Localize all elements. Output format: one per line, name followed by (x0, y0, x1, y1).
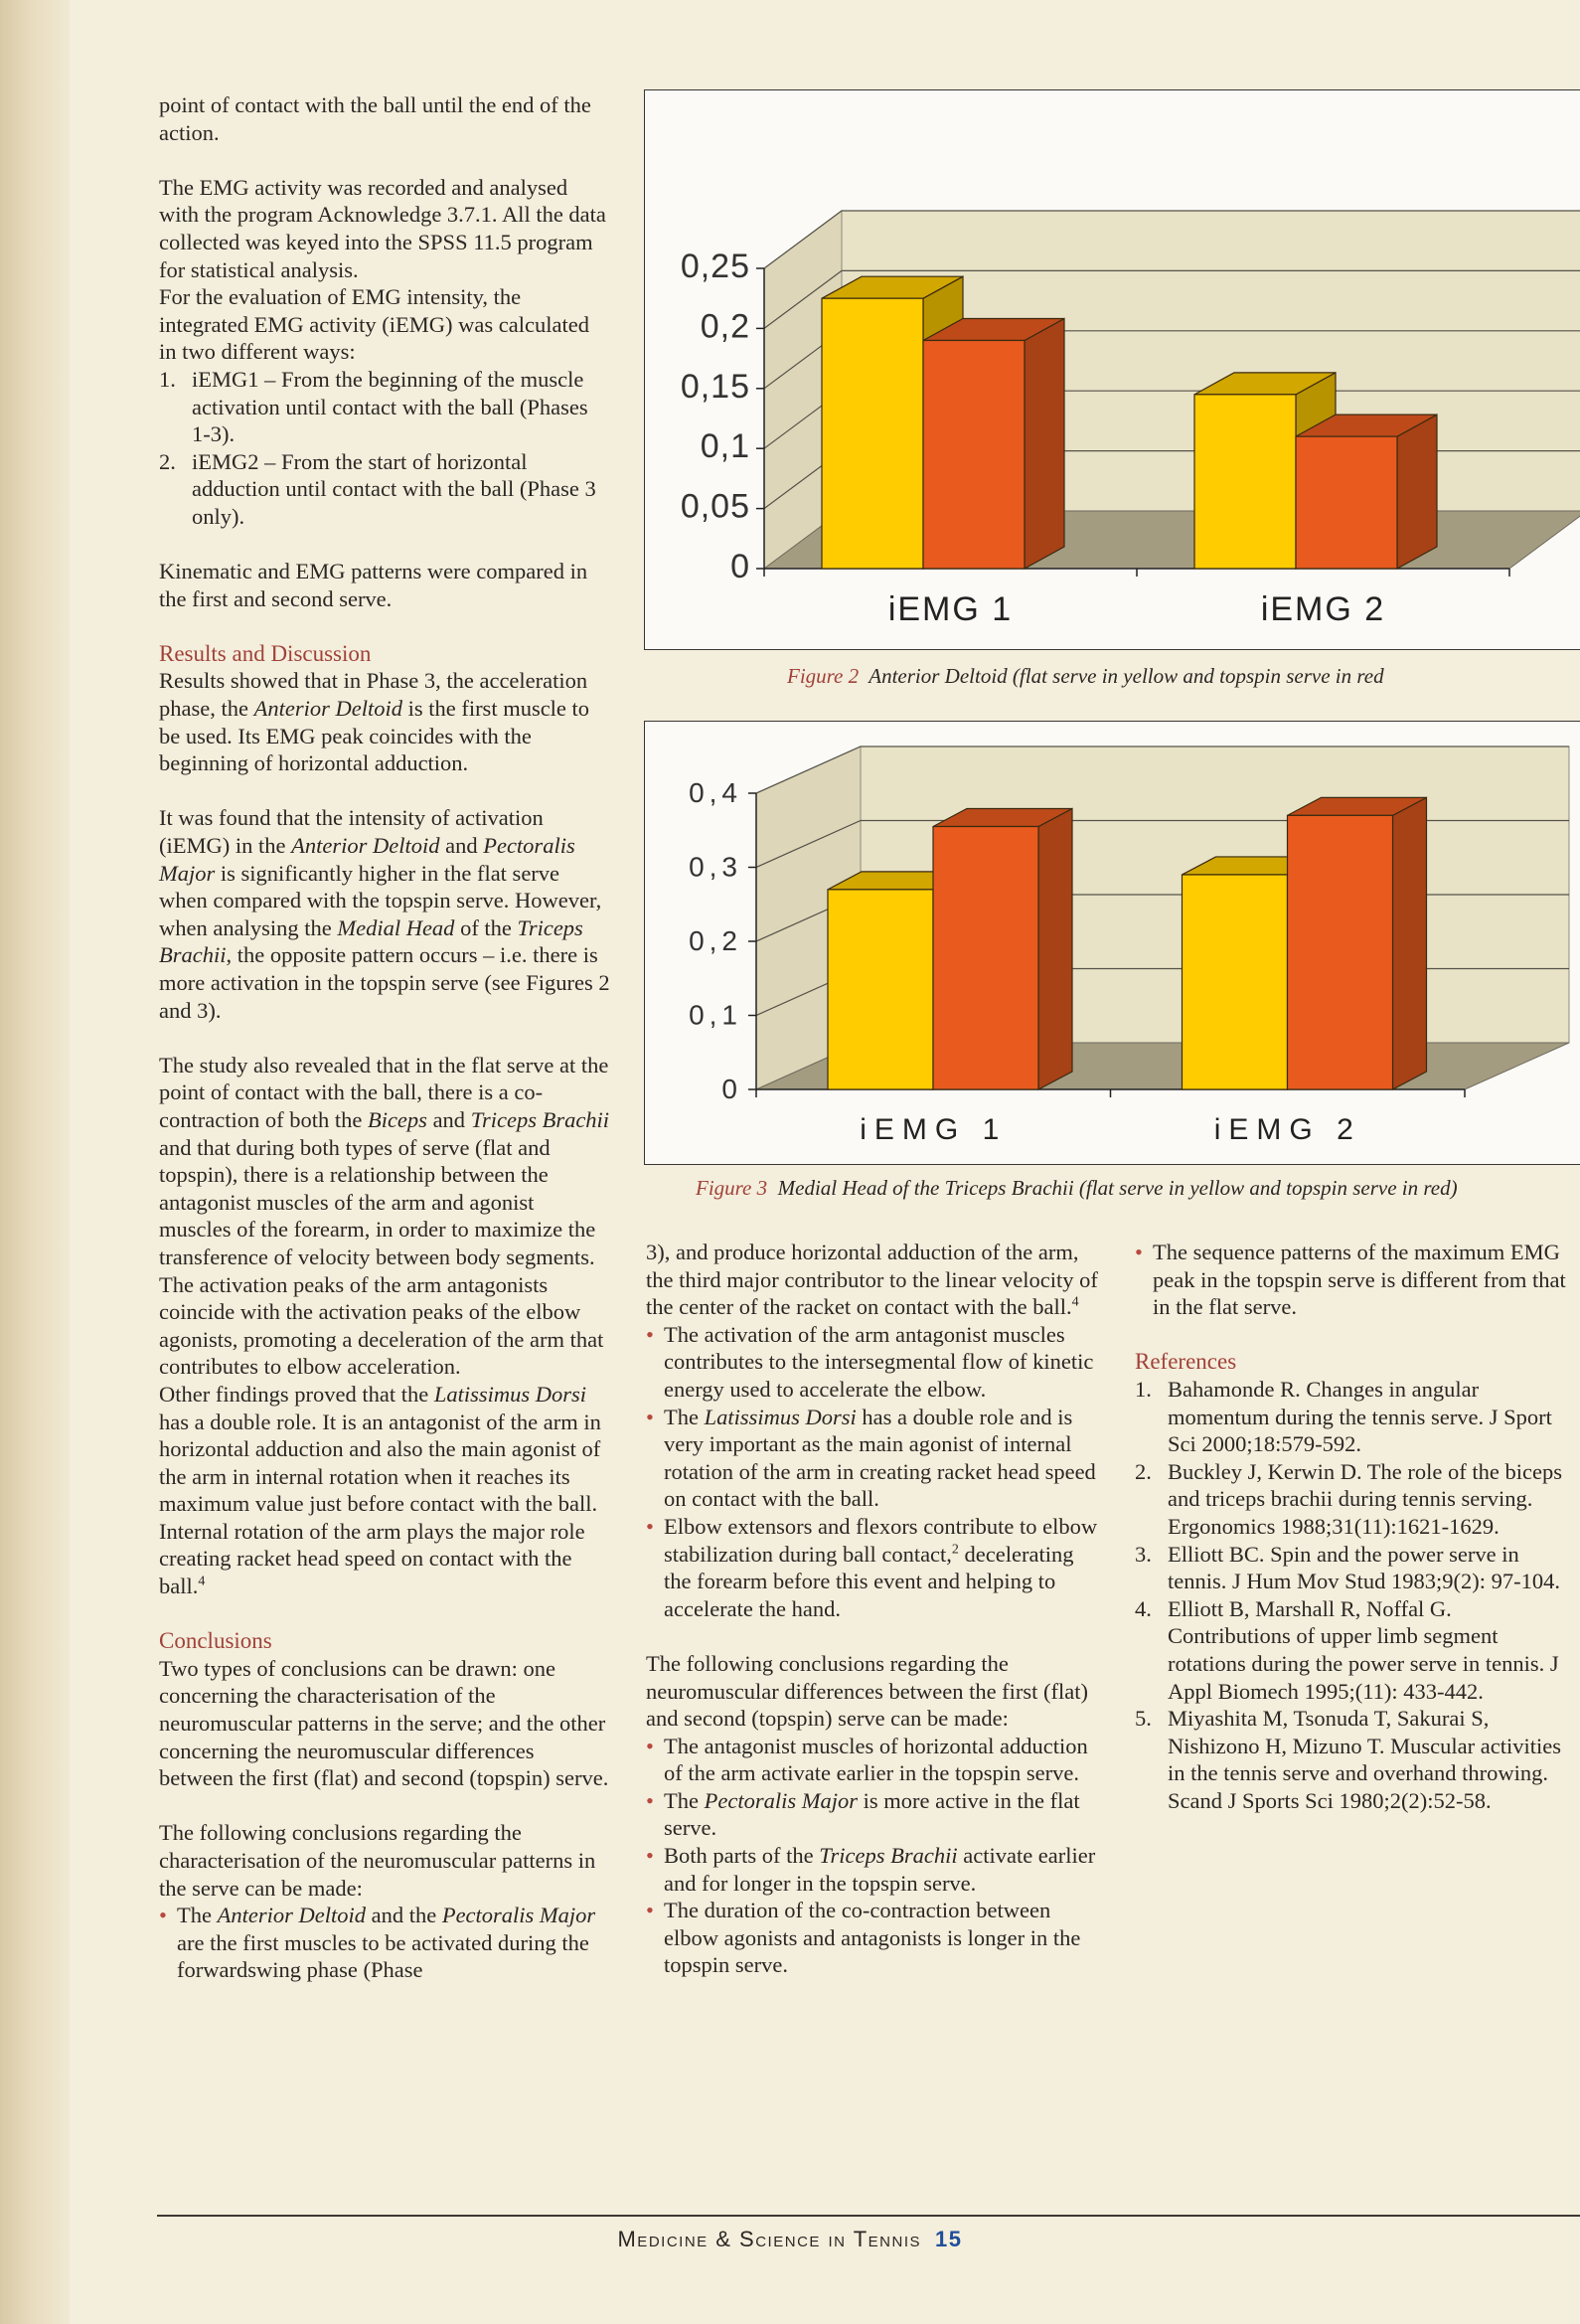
list-item: • Both parts of the Triceps Brachii activate earlier and for longer in the topspin serve. (646, 1842, 1103, 1897)
y-tick-label: 0,2 (689, 925, 742, 956)
iemg-method-list (159, 366, 611, 531)
bar-topspin-2 (1296, 436, 1397, 569)
paragraph: The study also revealed that in the flat serve at the point of contact with the ball, there is a co-contraction of both the Biceps and Triceps Brachii and that during both types of serve (flat and topspin), there is a relationship between the antagonist muscles of the arm and agonist muscles of the forearm, in order to maximize the transference of velocity between body segments. The activation peaks of the arm antagonists coincide with the activation peaks of the elbow agonists, promoting a deceleration of the arm that contributes to elbow acceleration. (159, 1052, 610, 1380)
conclusions-heading: Conclusions (159, 1628, 272, 1654)
bar-side (1393, 797, 1427, 1089)
page-footer (0, 2227, 1580, 2252)
list-item: • The Anterior Deltoid and the Pectoralis Major are the first muscles to be activated during the forwardswing phase (Phase (159, 1902, 611, 1984)
reference-item: 5. Miyashita M, Tsonuda T, Sakurai S, Nishizono H, Mizuno T. Muscular activities in the tennis serve and overhand throwing. Scand J Sports Sci 1980;2(2):52-58. (1135, 1706, 1561, 1813)
bar-side (1397, 415, 1437, 569)
paragraph: Kinematic and EMG patterns were compared in the first and second serve. (159, 559, 588, 611)
list-item: • The Pectoralis Major is more active in the flat serve. (646, 1787, 1103, 1842)
bar-flat-2 (1194, 395, 1296, 569)
figure-3-chart (645, 722, 1580, 1164)
figure-2-caption: Figure 2 Anterior Deltoid (flat serve in yellow and topspin serve in red (787, 664, 1384, 688)
y-tick-label: 0,15 (680, 367, 750, 406)
bar-flat-2 (1183, 875, 1288, 1089)
reference-item: 1. Bahamonde R. Changes in angular momentum during the tennis serve. J Sport Sci 2000;18:579-592. (1135, 1376, 1552, 1457)
bullet-list (159, 1902, 611, 1984)
list-item: • The sequence patterns of the maximum EMG peak in the topspin serve is different from that in the flat serve. (1135, 1239, 1578, 1321)
bar-topspin-1 (933, 827, 1038, 1089)
reference-item: 2. Buckley J, Kerwin D. The role of the biceps and triceps brachii during tennis serving. Ergonomics 1988;31(11):1621-1629. (1135, 1458, 1562, 1539)
bullet-list (1135, 1239, 1578, 1321)
bar-flat-1 (828, 890, 933, 1089)
bar-flat-1 (822, 298, 923, 569)
paragraph: The following conclusions regarding the characterisation of the neuromuscular patterns in the serve can be made: (159, 1820, 596, 1901)
right-column (1135, 1239, 1578, 1814)
x-category-label: iEMG 1 (887, 590, 1014, 628)
y-tick-label: 0,3 (689, 851, 742, 883)
bar-topspin-2 (1288, 815, 1393, 1089)
left-column (159, 91, 611, 1984)
paragraph: For the evaluation of EMG intensity, the integrated EMG activity (iEMG) was calculated in two different ways: (159, 284, 589, 365)
bullet-list (646, 1321, 1103, 1623)
paragraph: Results showed that in Phase 3, the acceleration phase, the Anterior Deltoid is the first muscle to be used. Its EMG peak coincides with the beginning of horizontal adduction. (159, 668, 590, 776)
bar-side (1025, 318, 1064, 569)
x-category-label: iEMG 1 (860, 1113, 1008, 1146)
results-heading: Results and Discussion (159, 640, 372, 666)
y-tick-label: 0 (721, 1074, 742, 1104)
paragraph: The EMG activity was recorded and analysed with the program Acknowledge 3.7.1. All the data collected was keyed into the SPSS 11.5 program for statistical analysis. (159, 174, 606, 282)
y-tick-label: 0,25 (680, 248, 750, 285)
figure-3-caption: Figure 3 Medial Head of the Triceps Brachii (flat serve in yellow and topspin serve in red) (696, 1176, 1458, 1200)
bullet-list (646, 1733, 1103, 1979)
reference-item: 4. Elliott B, Marshall R, Noffal G. Contributions of upper limb segment rotations during the power serve in tennis. J Appl Biomech 1995;(11): 433-442. (1135, 1595, 1559, 1704)
x-category-label: iEMG 2 (1213, 1113, 1361, 1146)
paragraph: Other findings proved that the Latissimus Dorsi has a double role. It is an antagonist of the arm in horizontal adduction and also the main agonist of the arm in internal rotation when it reaches its maximum value just before contact with the ball. Internal rotation of the arm plays the major role creating racket head speed on contact with the ball.$^4$ (159, 1381, 601, 1599)
y-tick-label: 0 (730, 548, 750, 585)
footer-rule (157, 2215, 1580, 2217)
y-tick-label: 0,1 (689, 999, 742, 1031)
bar-topspin-1 (923, 340, 1025, 569)
list-item: 1. iEMG1 – From the beginning of the muscle activation until contact with the ball (Phases 1-3). (159, 366, 588, 447)
paragraph: It was found that the intensity of activation (iEMG) in the Anterior Deltoid and Pectoralis Major is significantly higher in the flat serve when compared with the topspin serve. However, when analysing the Medial Head of the Triceps Brachii, the opposite pattern occurs – i.e. there is more activation in the topspin serve (see Figures 2 and 3). (159, 805, 610, 1023)
y-tick-label: 0,2 (700, 307, 750, 346)
paragraph: point of contact with the ball until the end of the action. (159, 92, 591, 145)
figure-2-box (644, 89, 1580, 650)
list-item: • The Latissimus Dorsi has a double role and is very important as the main agonist of internal rotation of the arm in creating racket head speed on contact with the ball. (646, 1404, 1103, 1513)
list-item: • The antagonist muscles of horizontal adduction of the arm activate earlier in the topspin serve. (646, 1733, 1103, 1787)
page-number: 15 (935, 2227, 963, 2251)
figure-3-box (644, 721, 1580, 1165)
y-tick-label: 0,4 (689, 777, 742, 808)
middle-column (646, 1239, 1103, 1979)
list-item: • Elbow extensors and flexors contribute to elbow stabilization during ball contact,$^2$ decelerating the forearm before this event and helping to accelerate the hand. (646, 1513, 1103, 1622)
page-gutter-shadow (0, 0, 70, 2324)
list-item: • The duration of the co-contraction between elbow agonists and antagonists is longer in the topspin serve. (646, 1897, 1103, 1979)
y-tick-label: 0,05 (680, 487, 750, 526)
y-tick-label: 0,1 (700, 427, 750, 466)
reference-item: 3. Elliott BC. Spin and the power serve in tennis. J Hum Mov Stud 1983;9(2): 97-104. (1135, 1541, 1561, 1594)
bar-side (1038, 809, 1072, 1089)
figure-2-chart (645, 90, 1580, 649)
paragraph: The following conclusions regarding the neuromuscular differences between the first (flat) and second (topspin) serve can be made: (646, 1650, 1089, 1732)
paragraph: Two types of conclusions can be drawn: one concerning the characterisation of the neuromuscular patterns in the serve; and the other concerning the neuromuscular differences between the first (flat) and second (topspin) serve. (159, 1655, 609, 1791)
list-item: 2. iEMG2 – From the start of horizontal adduction until contact with the ball (Phase 3 only). (159, 448, 596, 529)
list-item: • The activation of the arm antagonist muscles contributes to the intersegmental flow of kinetic energy used to accelerate the elbow. (646, 1321, 1103, 1404)
paragraph: 3), and produce horizontal adduction of the arm, the third major contributor to the linear velocity of the center of the racket on contact with the ball.$^4$ (646, 1240, 1098, 1320)
references-list (1135, 1376, 1578, 1815)
references-heading: References (1135, 1349, 1237, 1375)
x-category-label: iEMG 2 (1260, 590, 1386, 628)
journal-name: Medicine & Science in Tennis (617, 2227, 922, 2251)
